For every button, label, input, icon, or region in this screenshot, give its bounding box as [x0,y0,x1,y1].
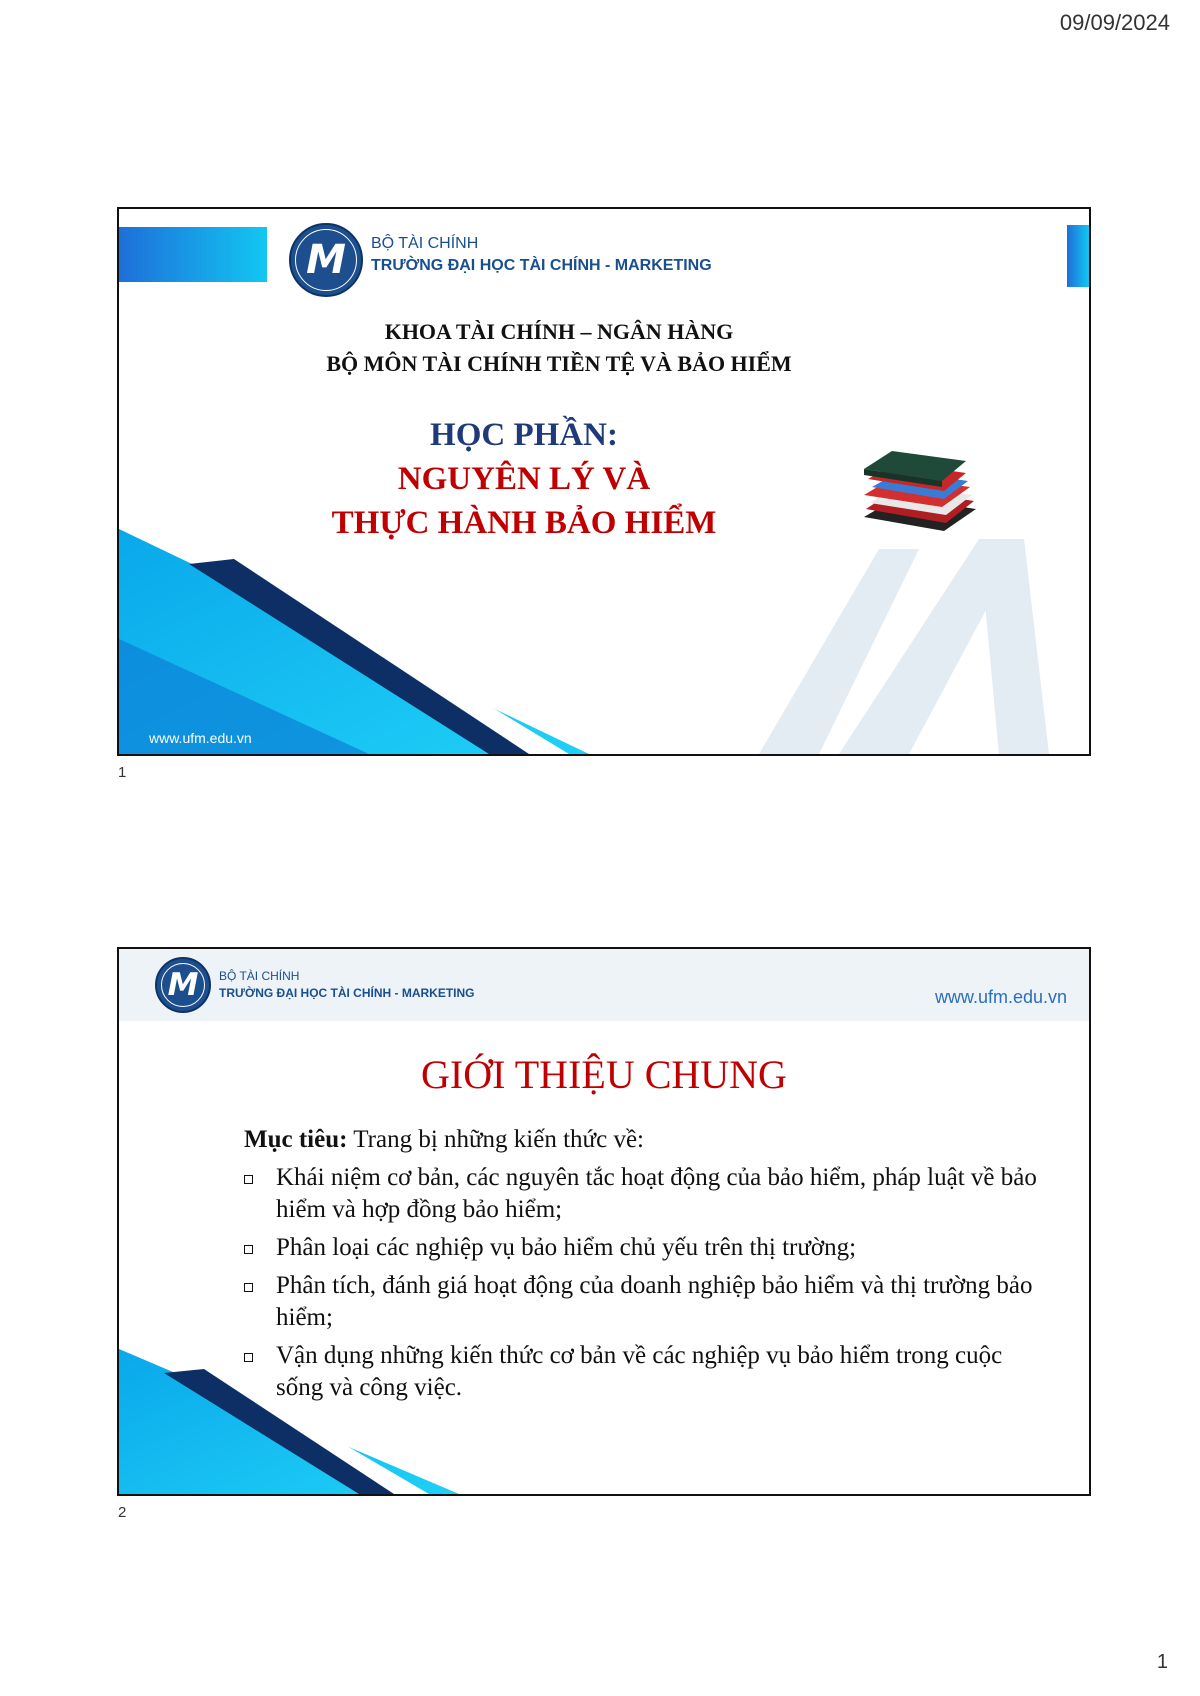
books-icon [854,439,984,539]
course-label: HỌC PHẦN: [430,417,618,453]
ministry-name: BỘ TÀI CHÍNH [371,235,479,252]
list-item [244,1232,1044,1264]
website-link[interactable]: www.ufm.edu.vn [149,730,252,746]
page-date: 09/09/2024 [1059,10,1170,35]
list-item-text: Khái niệm cơ bản, các nguyên tắc hoạt động của bảo hiểm, pháp luật về bảo hiểm và hợp đồng bảo hiểm; [276,1164,1037,1223]
slide-2 [117,947,1091,1496]
website-link[interactable]: www.ufm.edu.vn [934,987,1067,1007]
slide-1 [117,207,1091,756]
list-item-text: Vận dụng những kiến thức cơ bản về các nghiệp vụ bảo hiểm trong cuộc sống và công việc. [276,1342,1003,1401]
page-number: 1 [1156,1651,1168,1673]
square-bullet-icon [244,1283,253,1292]
objectives-label: Mục tiêu: [244,1126,348,1153]
department-name: BỘ MÔN TÀI CHÍNH TIỀN TỆ VÀ BẢO HIỂM [326,351,792,376]
list-item [244,1162,1044,1226]
faculty-name: KHOA TÀI CHÍNH – NGÂN HÀNG [384,319,734,344]
square-bullet-icon [244,1245,253,1254]
university-logo: M [155,957,211,1013]
university-name: TRƯỜNG ĐẠI HỌC TÀI CHÍNH - MARKETING [371,257,712,274]
list-item-text: Phân tích, đánh giá hoạt động của doanh nghiệp bảo hiểm và thị trường bảo hiểm; [276,1272,1033,1331]
university-logo: M [289,223,363,297]
course-name-line1: NGUYÊN LÝ VÀ [397,461,651,497]
course-name-line2: THỰC HÀNH BẢO HIỂM [331,505,717,541]
list-item [244,1340,1044,1404]
ministry-name: BỘ TÀI CHÍNH [219,969,300,983]
square-bullet-icon [244,1175,253,1184]
list-item-text: Phân loại các nghiệp vụ bảo hiểm chủ yếu trên thị trường; [276,1234,857,1261]
list-item [244,1270,1044,1334]
objectives-intro: Trang bị những kiến thức về: [347,1126,644,1153]
objectives-list [244,1162,1044,1404]
slide-title: GIỚI THIỆU CHUNG [421,1052,787,1097]
square-bullet-icon [244,1353,253,1362]
university-name: TRƯỜNG ĐẠI HỌC TÀI CHÍNH - MARKETING [219,986,475,1000]
slide-number-1: 1 [118,764,127,781]
slide-number-2: 2 [118,1504,127,1521]
objectives-lead [244,1124,1044,1156]
objectives-section [244,1124,1044,1410]
